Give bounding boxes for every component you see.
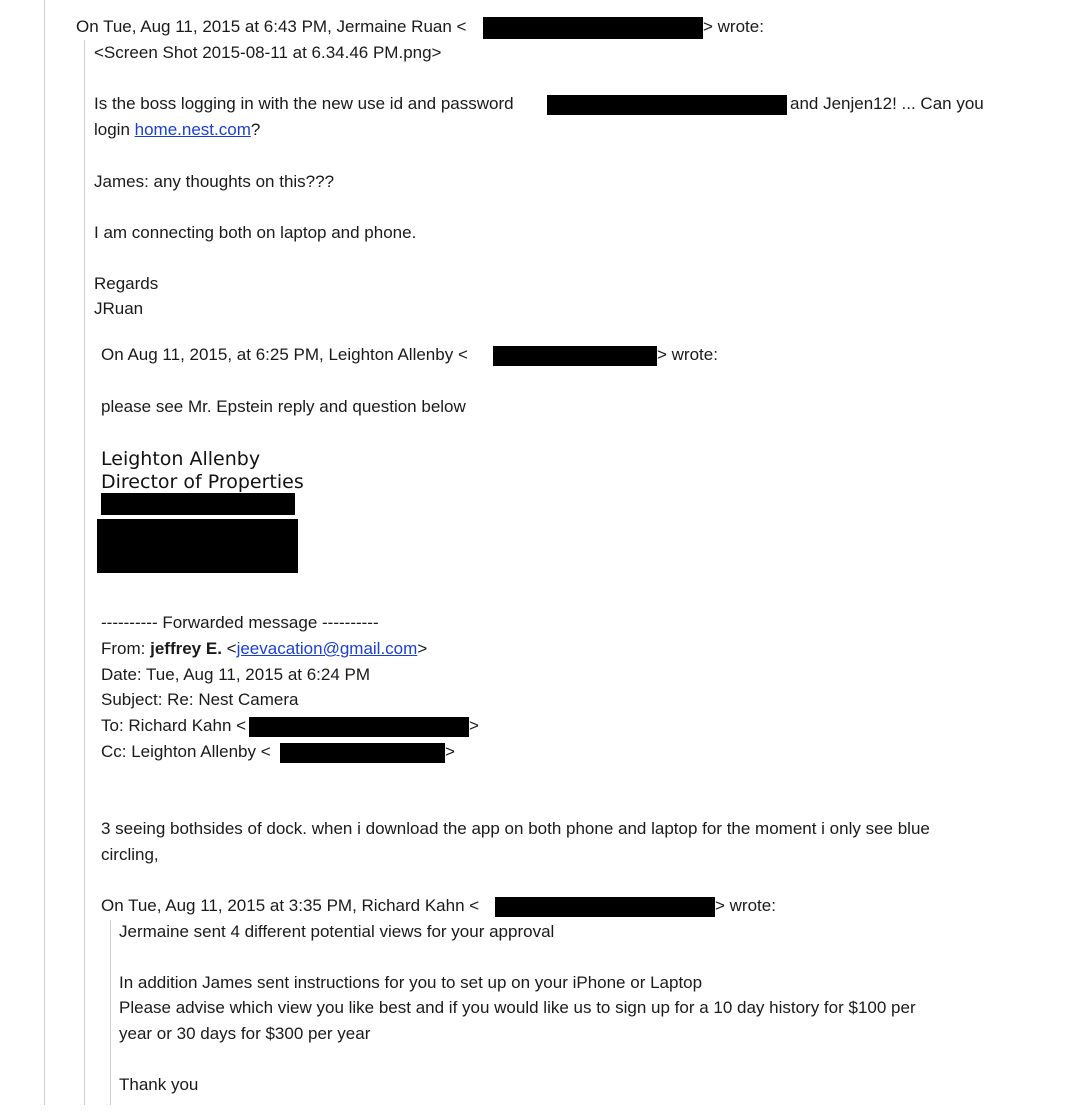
redaction bbox=[280, 743, 445, 763]
redaction bbox=[101, 493, 295, 515]
signature-name: Leighton Allenby bbox=[101, 448, 261, 470]
msg2-header-suffix: > wrote: bbox=[657, 345, 718, 364]
msg1-header: On Tue, Aug 11, 2015 at 6:43 PM, Jermaine Ruan < bbox=[76, 17, 467, 36]
msg1-line2: login home.nest.com? bbox=[94, 120, 261, 139]
redaction bbox=[493, 346, 657, 366]
nest-link[interactable]: home.nest.com bbox=[134, 120, 251, 139]
msg1-line4: I am connecting both on laptop and phone. bbox=[94, 223, 417, 242]
sender-name: jeffrey E. bbox=[150, 639, 222, 658]
redaction bbox=[483, 17, 703, 39]
forward-cc: Cc: Leighton Allenby < bbox=[101, 742, 271, 761]
msg1-line3: James: any thoughts on this??? bbox=[94, 172, 335, 191]
redaction bbox=[249, 717, 469, 737]
msg3-line1: Jermaine sent 4 different potential views for your approval bbox=[119, 922, 555, 941]
redaction bbox=[495, 897, 715, 917]
redaction bbox=[547, 95, 787, 115]
msg1-header-suffix: > wrote: bbox=[703, 17, 764, 36]
forward-separator: ---------- Forwarded message ---------- bbox=[101, 613, 379, 632]
forward-subject: Subject: Re: Nest Camera bbox=[101, 690, 299, 709]
msg1-line1-cont: and Jenjen12! ... Can you bbox=[790, 94, 984, 113]
forward-date: Date: Tue, Aug 11, 2015 at 6:24 PM bbox=[101, 665, 371, 684]
msg3-line2: In addition James sent instructions for you to set up on your iPhone or Laptop bbox=[119, 973, 703, 992]
msg3-thanks: Thank you bbox=[119, 1075, 199, 1094]
quote-rule-msg1 bbox=[84, 40, 85, 1105]
forward-to-suffix: > bbox=[469, 716, 479, 735]
quote-rule-outer bbox=[44, 0, 45, 1105]
msg3-header-suffix: > wrote: bbox=[715, 896, 776, 915]
forward-body-line1: 3 seeing bothsides of dock. when i download the app on both phone and laptop for the moment i only see blue bbox=[101, 819, 930, 838]
sender-email-link[interactable]: jeevacation@gmail.com bbox=[236, 639, 418, 658]
attachment-name: <Screen Shot 2015-08-11 at 6.34.46 PM.png> bbox=[94, 43, 442, 62]
msg2-body: please see Mr. Epstein reply and question below bbox=[101, 397, 466, 416]
msg1-line1: Is the boss logging in with the new use id and password bbox=[94, 94, 514, 113]
msg3-line3: Please advise which view you like best and if you would like us to sign up for a 10 day history for $100 per bbox=[119, 998, 916, 1017]
forward-to: To: Richard Kahn < bbox=[101, 716, 247, 735]
redaction bbox=[97, 519, 298, 573]
msg3-header: On Tue, Aug 11, 2015 at 3:35 PM, Richard Kahn < bbox=[101, 896, 480, 915]
msg3-line4: year or 30 days for $300 per year bbox=[119, 1024, 371, 1043]
msg2-header: On Aug 11, 2015, at 6:25 PM, Leighton Allenby < bbox=[101, 345, 468, 364]
forward-cc-suffix: > bbox=[445, 742, 455, 761]
quote-rule-msg3 bbox=[110, 920, 111, 1105]
signature-title: Director of Properties bbox=[101, 471, 304, 493]
msg1-regards: Regards bbox=[94, 274, 159, 293]
forward-body-line2: circling, bbox=[101, 845, 159, 864]
msg1-signoff: JRuan bbox=[94, 299, 144, 318]
forward-from: From: jeffrey E. <jeevacation@gmail.com> bbox=[101, 639, 428, 658]
